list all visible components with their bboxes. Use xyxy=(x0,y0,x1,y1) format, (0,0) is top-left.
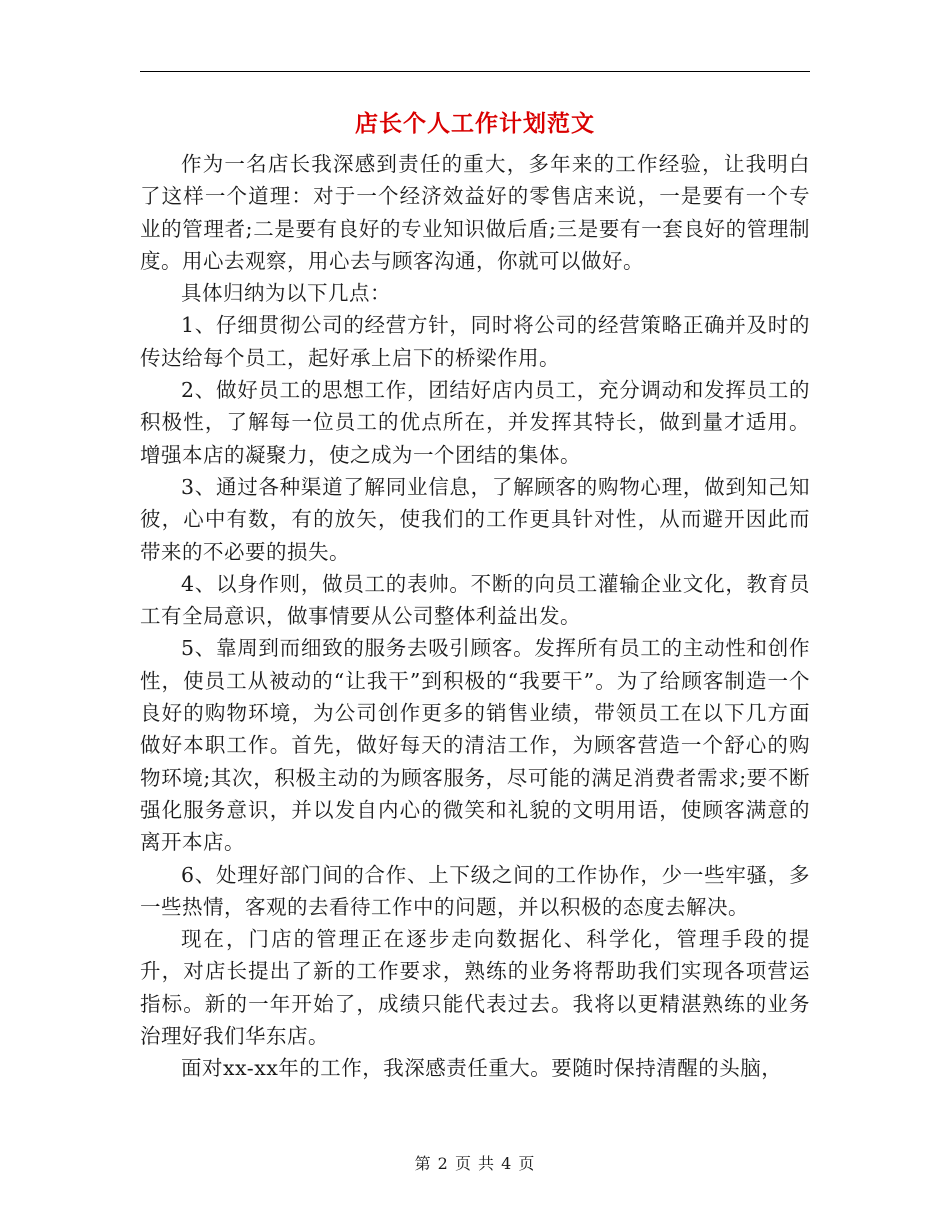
page-number-footer: 第 2 页 共 4 页 xyxy=(414,1154,536,1173)
paragraph-point-6: 6、处理好部门间的合作、上下级之间的工作协作，少一些牢骚，多一些热情，客观的去看待工作中的问题，并以积极的态度去解决。 xyxy=(140,862,810,919)
paragraph-point-3: 3、通过各种渠道了解同业信息，了解顾客的购物心理，做到知己知彼，心中有数，有的放矢，使我们的工作更具针对性，从而避开因此而带来的不必要的损失。 xyxy=(140,474,810,564)
document-title: 店长个人工作计划范文 xyxy=(355,110,595,137)
paragraph-point-1: 1、仔细贯彻公司的经营方针，同时将公司的经营策略正确并及时的传达给每个员工，起好承上启下的桥梁作用。 xyxy=(140,313,810,370)
paragraph-intro: 作为一名店长我深感到责任的重大，多年来的工作经验，让我明白了这样一个道理：对于一个经济效益好的零售店来说，一是要有一个专业的管理者;二是要有良好的专业知识做后盾;三是要有一套良好的管理制度。用心去观察，用心去与顾客沟通，你就可以做好。 xyxy=(140,152,810,273)
paragraph-point-4: 4、以身作则，做员工的表帅。不断的向员工灌输企业文化，教育员工有全局意识，做事情要从公司整体利益出发。 xyxy=(140,571,810,629)
paragraph-current-status: 现在，门店的管理正在逐步走向数据化、科学化，管理手段的提升，对店长提出了新的工作要求，熟练的业务将帮助我们实现各项营运指标。新的一年开始了，成绩只能代表过去。我将以更精湛熟练的业务治理好我们华东店。 xyxy=(140,927,810,1049)
header-rule xyxy=(140,71,810,72)
paragraph-outlook: 面对xx-xx年的工作，我深感责任重大。要随时保持清醒的头脑， xyxy=(181,1056,783,1081)
paragraph-point-5: 5、靠周到而细致的服务去吸引顾客。发挥所有员工的主动性和创作性，使员工从被动的“让我干”到积极的“我要干”。为了给顾客制造一个良好的购物环境，为公司创作更多的销售业绩，带领员工在以下几方面做好本职工作。首先，做好每天的清洁工作，为顾客营造一个舒心的购物环境;其次，积极主动的为顾客服务，尽可能的满足消费者需求;要不断强化服务意识，并以发自内心的微笑和礼貌的文明用语，使顾客满意的离开本店。 xyxy=(140,636,810,855)
paragraph-summary-lead: 具体归纳为以下几点： xyxy=(181,281,391,306)
document-body xyxy=(140,148,810,1085)
paragraph-point-2: 2、做好员工的思想工作，团结好店内员工，充分调动和发挥员工的积极性，了解每一位员工的优点所在，并发挥其特长，做到量才适用。增强本店的凝聚力，使之成为一个团结的集体。 xyxy=(140,378,810,467)
